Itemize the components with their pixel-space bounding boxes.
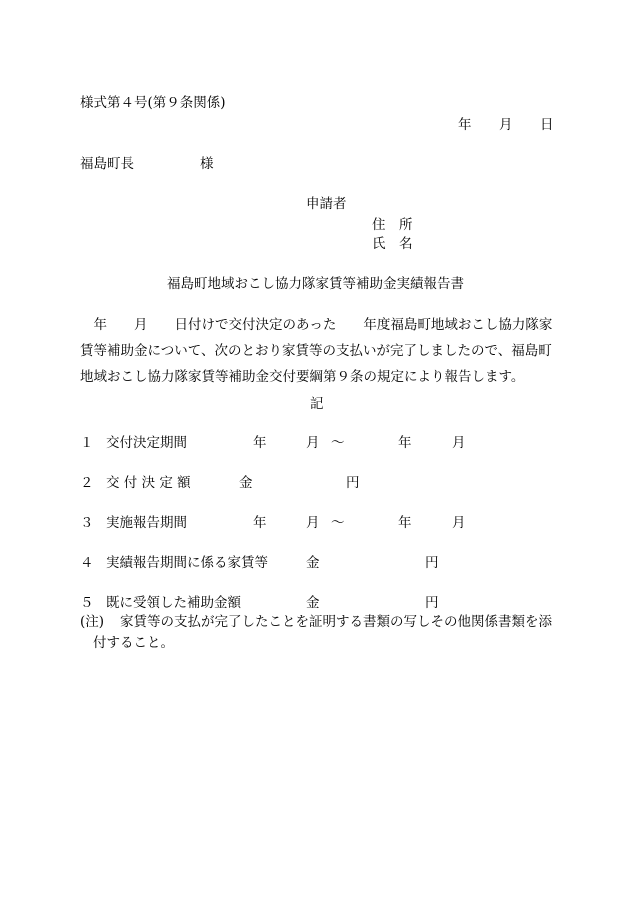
item-from-year: 年 <box>253 435 267 451</box>
document-title: 福島町地域おこし協力隊家賃等補助金実績報告書 <box>167 276 464 292</box>
item-label: 交 付 決 定 額 <box>106 475 191 491</box>
body-paragraph <box>80 312 552 390</box>
item-label: 既に受領した補助金額 <box>106 595 241 611</box>
body-line-2: 賃等補助金について、次のとおり家賃等の支払いが完了しましたので、福島町 <box>80 343 552 359</box>
item-to-year: 年 <box>398 435 412 451</box>
item-label: 交付決定期間 <box>106 435 187 451</box>
item-from-month: 月 <box>306 515 320 531</box>
item-number: ５ <box>80 595 94 611</box>
note-marker: (注) <box>80 614 105 630</box>
item-number: ４ <box>80 555 94 571</box>
note-line-2: 付すること。 <box>93 635 174 651</box>
item-kin: 金 <box>306 555 320 571</box>
applicant-address-label: 住 所 <box>372 217 413 233</box>
item-to-year: 年 <box>398 515 412 531</box>
body-line-1: 年 月 日付けで交付決定のあった 年度福島町地域おこし協力隊家 <box>80 317 553 333</box>
form-number: 様式第４号(第９条関係) <box>80 95 226 111</box>
item-number: １ <box>80 435 94 451</box>
ki-heading: 記 <box>310 396 324 412</box>
item-yen: 円 <box>346 475 360 491</box>
item-kin: 金 <box>239 475 253 491</box>
date-year: 年 <box>458 117 472 133</box>
item-label: 実績報告期間に係る家賃等 <box>106 555 268 571</box>
date-day: 日 <box>540 117 554 133</box>
item-from-month: 月 <box>306 435 320 451</box>
item-tilde: ～ <box>331 515 345 531</box>
item-tilde: ～ <box>331 435 345 451</box>
item-yen: 円 <box>425 595 439 611</box>
item-kin: 金 <box>306 595 320 611</box>
item-number: ２ <box>80 475 94 491</box>
item-to-month: 月 <box>452 435 466 451</box>
item-from-year: 年 <box>253 515 267 531</box>
item-yen: 円 <box>425 555 439 571</box>
item-label: 実施報告期間 <box>106 515 187 531</box>
item-to-month: 月 <box>452 515 466 531</box>
addressee-name: 福島町長 <box>80 156 134 172</box>
applicant-name-label: 氏 名 <box>372 236 413 252</box>
date-month: 月 <box>499 117 513 133</box>
body-line-3: 地域おこし協力隊家賃等補助金交付要綱第９条の規定により報告します。 <box>80 369 525 385</box>
addressee-honorific: 様 <box>200 156 214 172</box>
note-line-1: 家賃等の支払が完了したことを証明する書類の写しその他関係書類を添 <box>120 614 552 630</box>
applicant-label: 申請者 <box>306 196 347 212</box>
item-number: ３ <box>80 515 94 531</box>
